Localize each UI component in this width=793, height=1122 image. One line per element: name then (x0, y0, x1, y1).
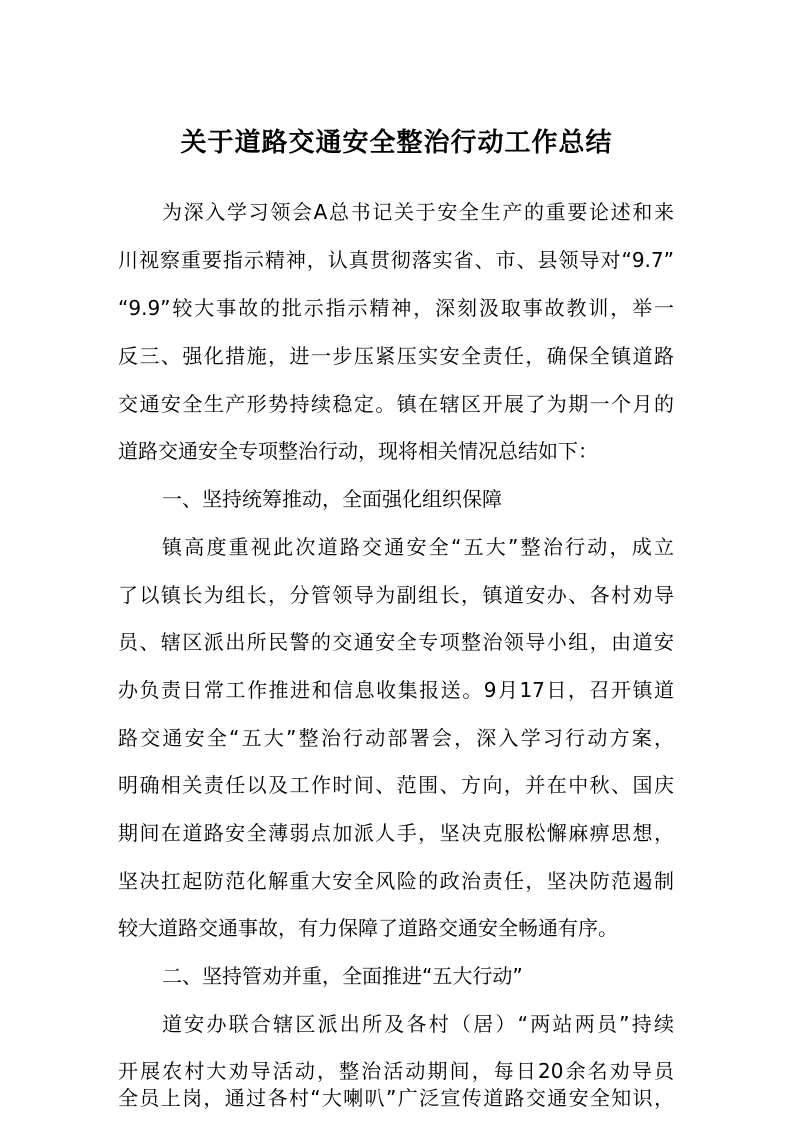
paragraph-line: 交通安全生产形势持续稳定。镇在辖区开展了为期一个月的 (118, 392, 674, 416)
paragraph-line: 员、辖区派出所民警的交通安全专项整治领导小组，由道安 (118, 630, 674, 654)
paragraph-line: 道路交通安全专项整治行动，现将相关情况总结如下： (118, 439, 598, 463)
section-heading: 二、坚持管劝并重，全面推进“五大行动” (162, 964, 523, 988)
paragraph-line: 为深入学习领会A总书记关于安全生产的重要论述和来 (162, 200, 674, 224)
paragraph-line: 道安办联合辖区派出所及各村（居）“两站两员”持续 (162, 1012, 674, 1036)
paragraph-line: 路交通安全“五大”整治行动部署会，深入学习行动方案， (118, 726, 674, 750)
paragraph-line: 明确相关责任以及工作时间、范围、方向，并在中秋、国庆 (118, 773, 674, 797)
paragraph-line: 坚决扛起防范化解重大安全风险的政治责任，坚决防范遏制 (118, 869, 674, 893)
paragraph-line: 开展农村大劝导活动，整治活动期间，每日20余名劝导员 (118, 1059, 674, 1083)
paragraph-line: 川视察重要指示精神，认真贯彻落实省、市、县领导对“9.7” (118, 248, 674, 272)
document-title: 关于道路交通安全整治行动工作总结 (180, 128, 613, 158)
paragraph-line: 较大道路交通事故，有力保障了道路交通安全畅通有序。 (118, 916, 618, 940)
paragraph-line: 反三、强化措施，进一步压紧压实安全责任，确保全镇道路 (118, 344, 674, 368)
paragraph-line: 了以镇长为组长，分管领导为副组长，镇道安办、各村劝导 (118, 583, 674, 607)
paragraph-line: 办负责日常工作推进和信息收集报送。9月17日，召开镇道 (118, 678, 674, 702)
paragraph-line: 镇高度重视此次道路交通安全“五大”整治行动，成立 (162, 535, 674, 559)
section-heading: 一、坚持统筹推动，全面强化组织保障 (162, 487, 502, 511)
paragraph-line: “9.9”较大事故的批示指示精神，深刻汲取事故教训，举一 (118, 296, 674, 320)
paragraph-line: 期间在道路安全薄弱点加派人手，坚决克服松懈麻痹思想， (118, 821, 674, 845)
paragraph-line: 全员上岗，通过各村“大喇叭”广泛宣传道路交通安全知识， (118, 1086, 674, 1110)
